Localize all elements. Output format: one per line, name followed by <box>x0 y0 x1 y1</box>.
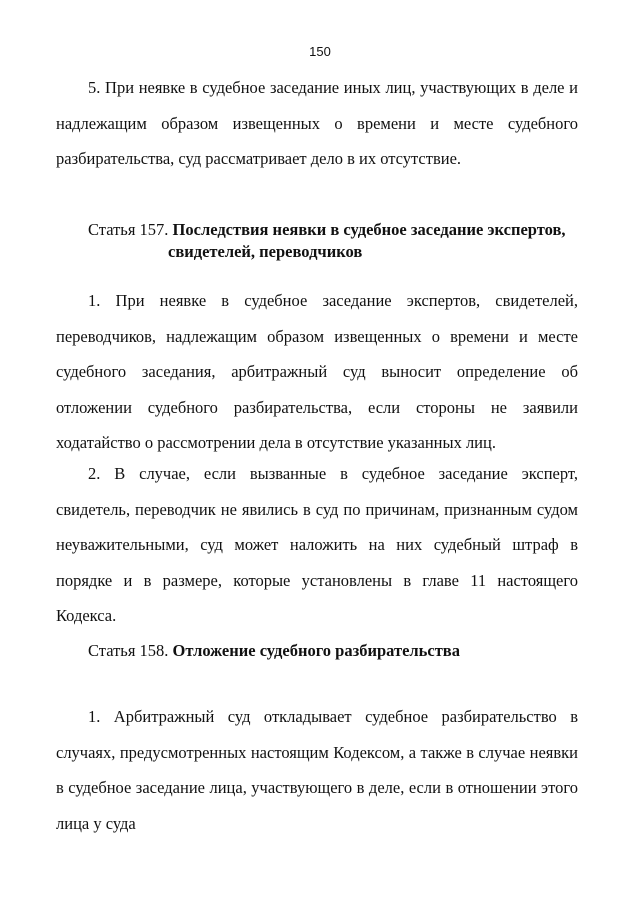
article-157-heading <box>88 219 568 263</box>
article-157-title-line1: Последствия неявки в судебное заседание экспертов, <box>172 220 566 239</box>
article-157-paragraph-1: 1. При неявке в судебное заседание экспертов, свидетелей, переводчиков, надлежащим образом извещенных о времени и месте судебного заседания, арбитражный суд выносит определение об отложении судебного разбирательства, если стороны не заявили ходатайство о рассмотрении дела в отсутствие указанных лиц. <box>56 291 578 452</box>
paragraph-5: 5. При неявке в судебное заседание иных лиц, участвующих в деле и надлежащим образом извещенных о времени и месте судебного разбирательства, суд рассматривает дело в их отсутствие. <box>56 78 578 168</box>
article-158-paragraph-1: 1. Арбитражный суд откладывает судебное разбирательство в случаях, предусмотренных настоящим Кодексом, а также в случае неявки в судебное заседание лица, участвующего в деле, если в отношении этого лица у суда <box>56 707 578 833</box>
article-157-title-line2: свидетелей, переводчиков <box>168 242 363 261</box>
article-158-number: Статья 158. <box>88 641 169 660</box>
article-157-number: Статья 157. <box>88 220 169 239</box>
article-157-paragraph-2: 2. В случае, если вызванные в судебное заседание эксперт, свидетель, переводчик не явились в суд по причинам, признанным судом неуважительными, суд может наложить на них судебный штраф в порядке и в размере, которые установлены в главе 11 настоящего Кодекса. <box>56 464 578 625</box>
article-158-title: Отложение судебного разбирательства <box>172 641 460 660</box>
article-158-heading <box>88 640 568 662</box>
page-number: 150 <box>309 44 331 59</box>
